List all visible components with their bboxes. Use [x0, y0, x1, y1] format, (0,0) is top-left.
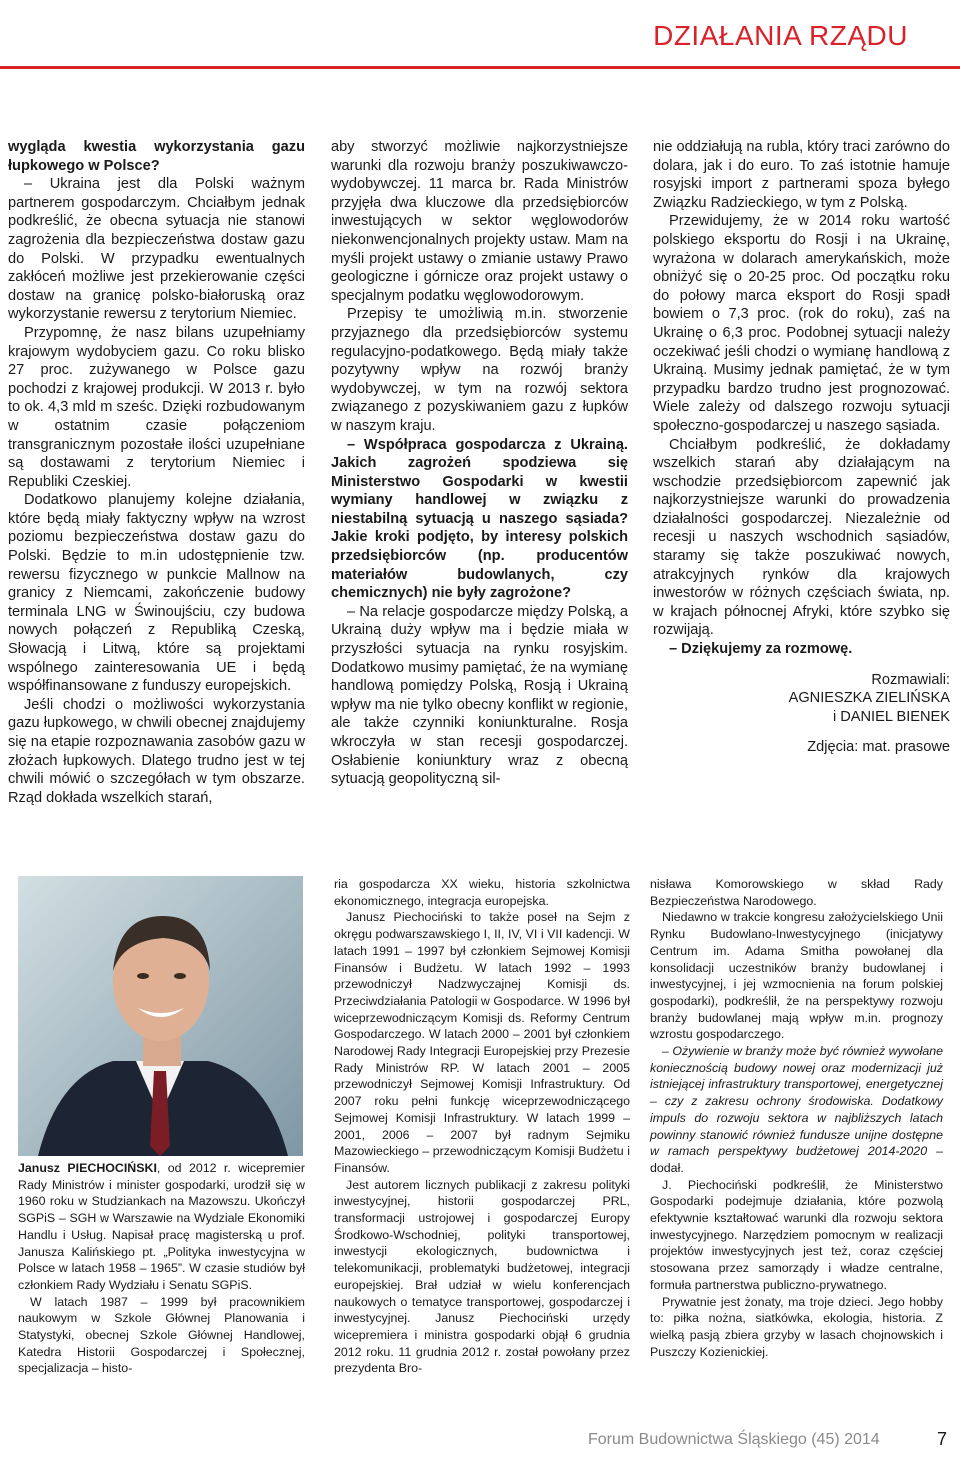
- closing-line: – Dziękujemy za rozmowę.: [669, 641, 853, 658]
- paragraph: nie oddziałują na rubla, który traci zarówno do dolara, jak i do euro. To zaś istotnie hamuje rosyjski import z partnerami spoza byłego Związku Radzieckiego, w tym z Polską.: [653, 139, 950, 211]
- bio-column-3: [650, 876, 943, 1360]
- paragraph: Przewidujemy, że w 2014 roku wartość polskiego eksportu do Rosji i na Ukrainę, wyrażona w dolarach amerykańskich, może obniżyć się o 20-25 proc. Od początku roku do połowy marca eksport do Rosji spadł bowiem o 7,3 proc. (rok do roku), zaś na Ukrainę o 6,3 proc. Podobnej sytuacji należy oczekiwać jeśli chodzi o wymianę handlową z Ukrainą. Musimy jednak pamiętać, że w tym przypadku bardzo trudno jest prognozować. Wiele zależy od dalszego rozwoju sytuacji społeczno-gospodarczej u naszego sąsiada.: [653, 213, 950, 434]
- paragraph: Przypomnę, że nasz bilans uzupełniamy krajowym wydobyciem gazu. Co roku blisko 27 proc. zużywanego w Polsce gazu pochodzi z krajowej produkcji. W 2013 r. było to ok. 4,3 mld m sześc. Dzięki rozbudowanym w ostatnim czasie połączeniom transgranicznym pozostałe ilości uzupełniane są dostawami z terytorium Niemiec i Republiki Czeskiej.: [8, 324, 305, 490]
- article-column-3: [653, 138, 950, 757]
- bio-text: , od 2012 r. wicepremier Rady Ministrów i minister gospodarki, urodził się w 1960 roku w Studziankach na Mazowszu. Ukończył SGPiS – SGH w Warszawie na Wydziale Ekonomiki Handlu i Usług. Napisał pracę magisterską u prof. Janusza Kalińskiego pt. „Polityka inwestycyjna w Polsce w latach 1958 – 1965”. W czasie studiów był członkiem Rady Wydziału i Senatu SGPiS.: [18, 1161, 306, 1292]
- paragraph: Przepisy te umożliwią m.in. stworzenie przyjaznego dla przedsiębiorców systemu regulacyjno-podatkowego. Będą miały także pozytywny wpływ na rozwój branży wydobywczej, w tym na rozwój sektora związanego z pozyskiwaniem gazu z łupków w naszym kraju.: [331, 306, 628, 434]
- bio-paragraph: W latach 1987 – 1999 był pracownikiem naukowym w Szkole Głównej Planowania i Statystyki, obecnej Szkole Głównej Handlowej, Katedra Historii Gospodarczej i Społecznej, specjalizacja – histo-: [18, 1294, 305, 1376]
- question-text: – Współpraca gospodarcza z Ukrainą. Jakich zagrożeń spodziewa się Ministerstwo Gospodarki w kwestii wymiany handlowej w związku z niestabilną sytuacją u naszego sąsiada? Jakie kroki podjęto, by interesy polskich przedsiębiorców (np. producentów materiałów budowlanych, czy chemicznych) nie były zagrożone?: [331, 436, 628, 602]
- bio-column-1: [18, 1160, 305, 1377]
- spacer: [653, 726, 950, 738]
- bio-column-2: [334, 876, 630, 1377]
- magazine-footer: Forum Budownictwa Śląskiego (45) 2014: [588, 1431, 880, 1448]
- bio-paragraph: [650, 1043, 943, 1177]
- credits-author-2: i DANIEL BIENEK: [832, 708, 950, 725]
- bio-paragraph: Janusz Piechociński to także poseł na Sejm z okręgu podwarszawskiego I, II, IV, VI i VII kadencji. W latach 1991 – 1997 był członkiem Sejmowej Komisji Finansów i Budżetu. W latach 1992 – 1993 przewodniczył Nadzwyczajnej Komisji ds. Przeciwdziałania Patologii w Gospodarce. W 1996 był wiceprzewodniczącym Komisji ds. Reformy Centrum Gospodarczego. W latach 2000 – 2001 był członkiem Narodowej Rady Integracji Europejskiej przy Prezesie Rady Ministrów RP. W latach 2001 – 2005 przewodniczył Sejmowej Komisji Infrastruktury. Od 2007 roku pełni funkcję wiceprzewodniczącego Sejmowej Komisji Infrastruktury. W latach 1999 – 2001, 2006 – 2007 był radnym Sejmiku Mazowieckiego – przewodniczącym Komisji Budżetu i Finansów.: [334, 910, 630, 1175]
- paragraph: – Ukraina jest dla Polski ważnym partnerem gospodarczym. Chciałbym jednak podkreślić, że obecna sytuacja nie stanowi zagrożenia dla bezpieczeństwa dostaw gazu do Polski. W przypadku ewentualnych zakłóceń możliwe jest przekierowanie części dostaw na granicę polsko-białoruską oraz wykorzystanie rewersu z terytorium Niemiec.: [8, 176, 305, 323]
- photo-credit: Zdjęcia: mat. prasowe: [807, 739, 950, 756]
- bio-paragraph: [18, 1160, 305, 1294]
- section-title: DZIAŁANIA RZĄDU: [653, 20, 908, 51]
- portrait-photo: [18, 876, 303, 1156]
- portrait-illustration: [18, 876, 303, 1156]
- header-rule: [0, 66, 960, 69]
- bio-name: Janusz PIECHOCIŃSKI: [18, 1161, 157, 1175]
- bio-paragraph: Niedawno w trakcie kongresu założycielskiego Unii Rynku Budowlano-Inwestycyjnego (inicjatywy Centrum im. Adama Smitha powołanej dla konsolidacji uczestników branży budowlanej i inwestycyjnej, i jej wzmocnienia na forum polskiej gospodarki), podkreślił, że na perspektywy rozwoju branży budowlanej mają wpływ m.in. prognozy wzrostu gospodarczego.: [650, 910, 943, 1042]
- article-column-1: [8, 138, 305, 807]
- article-column-2: [331, 138, 628, 789]
- paragraph: aby stworzyć możliwie najkorzystniejsze warunki dla rozwoju branży poszukiwawczo-wydobywczej. 11 marca br. Rada Ministrów przyjęła dwa kluczowe dla przedsiębiorców inwestujących w sektor węglowodorów niekonwencjonalnych projekty ustaw. Mam na myśli projekt ustawy o zmianie ustawy Prawo geologiczne i górnicze oraz projekt ustawy o specjalnym podatku węglowodorowym.: [331, 139, 628, 304]
- bio-text: – dodał.: [650, 1144, 943, 1175]
- bio-paragraph: ria gospodarcza XX wieku, historia szkolnictwa ekonomicznego, integracja europejska.: [334, 877, 630, 908]
- paragraph: – Na relacje gospodarcze między Polską, a Ukrainą duży wpływ ma i będzie miała w przyszłości sytuacja na rynku rosyjskim. Dodatkowo musimy pamiętać, że na wymianę handlową pomiędzy Polską, Rosją i Ukrainą wpływ ma nie tylko obecny konflikt w regionie, ale także czynniki koniunkturalne. Rosja wkroczyła w stan recesji gospodarczej. Osłabienie koniunktury wraz z obecną sytuacją geopolityczną sil-: [331, 603, 628, 788]
- credits-label: Rozmawiali:: [871, 671, 950, 688]
- bio-paragraph: Jest autorem licznych publikacji z zakresu polityki inwestycyjnej, historii gospodarczej PRL, transformacji ustrojowej i gospodarczej Europy Środkowo-Wschodniej, polityki transportowej, inwestycji ekologicznych, budownictwa i telekomunikacji, problematyki budżetowej, integracji europejskiej. Brał udział w wielu konferencjach naukowych o tematyce transportowej, gospodarczej i inwestycyjnej. Janusz Piechociński urzędy wicepremiera i ministra gospodarki objął 6 grudnia 2012 roku. 11 grudnia 2012 r. został powołany przez prezydenta Bro-: [334, 1177, 630, 1376]
- bio-paragraph: J. Piechociński podkreślił, że Ministerstwo Gospodarki podejmuje działania, które pozwolą efektywnie kształtować warunki dla rozwoju sektora inwestycyjnego. Narzędziem pomocnym w realizacji projektów inwestycyjnych jest też, coraz częściej stosowana przez samorządy i władze centralne, formuła partnerstwa publiczno-prywatnego.: [650, 1177, 943, 1292]
- question-text: wygląda kwestia wykorzystania gazu łupkowego w Polsce?: [8, 139, 305, 174]
- bio-quote: – Ożywienie w branży może być również wywołane koniecznością budowy nowej oraz modernizacji już istniejącej infrastruktury transportowej, energetycznej – czy z zakresu ochrony środowiska. Dodatkowy impuls do rozwoju sektora w najbliższych latach powinny stanowić również fundusze unijne dostępne w ramach perspektywy budżetowej 2014-2020: [650, 1044, 943, 1159]
- credits-author-1: AGNIESZKA ZIELIŃSKA: [788, 690, 950, 707]
- paragraph: Jeśli chodzi o możliwości wykorzystania gazu łupkowego, w chwili obecnej znajdujemy się na etapie rozpoznawania zasobów gazu w złożach łupkowych. Dlatego trudno jest w tej chwili mówić o szczegółach w tym obszarze. Rząd dokłada wszelkich starań,: [8, 696, 305, 806]
- spacer: [653, 659, 950, 671]
- paragraph: Chciałbym podkreślić, że dokładamy wszelkich starań aby działającym na wschodzie przedsiębiorcom zapewnić jak najkorzystniejsze warunki do prowadzenia działalności gospodarczej. Niezależnie od recesji u naszych wschodnich sąsiadów, staramy się także poszukiwać nowych, atrakcyjnych rynków dla krajowych inwestorów w różnych częściach świata, np. w krajach północnej Afryki, które szybko się rozwijają.: [653, 436, 950, 639]
- bio-paragraph: Prywatnie jest żonaty, ma troje dzieci. Jego hobby to: piłka nożna, siatkówka, ekologia, historia. Z wielką pasją zbiera grzyby w lasach chojnowskich i Puszczy Kozienickiej.: [650, 1294, 943, 1359]
- bio-paragraph: nisława Komorowskiego w skład Rady Bezpieczeństwa Narodowego.: [650, 877, 943, 908]
- paragraph: Dodatkowo planujemy kolejne działania, które będą miały faktyczny wpływ na wzrost poziomu bezpieczeństwa dostaw gazu do Polski. Będzie to m.in udostępnienie tzw. rewersu fizycznego w punkcie Mallnow na granicy z Niemcami, zakończenie budowy terminala LNG w Świnoujściu, czy budowa nowych połączeń z Republiką Czeską, Słowacją i Litwą, które są projektami wspólnego zainteresowania UE i będą współfinansowane z funduszy europejskich.: [8, 492, 305, 695]
- page-number: 7: [937, 1429, 948, 1449]
